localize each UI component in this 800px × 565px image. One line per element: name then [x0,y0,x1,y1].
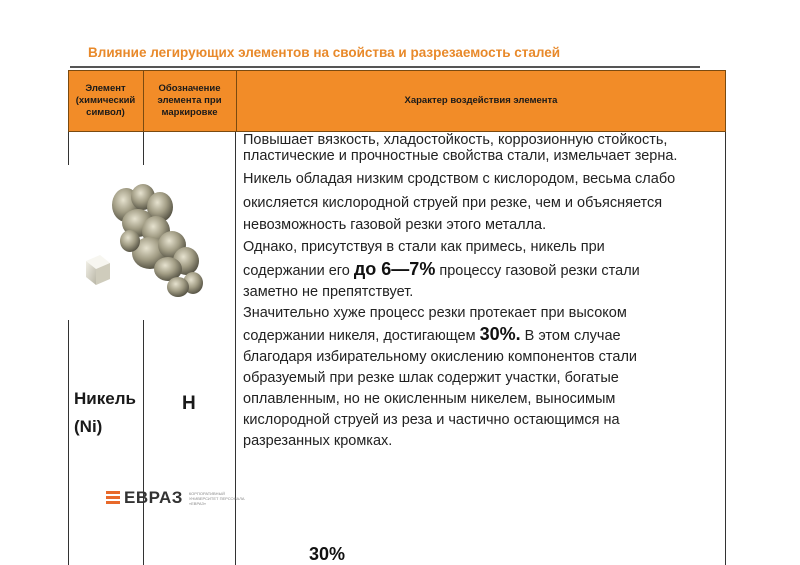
effect-description [243,132,723,449]
title-divider [70,66,700,68]
logo-caption: КОРПОРАТИВНЫЙ УНИВЕРСИТЕТ ПЕРСОНАЛА «ЕВРАЗ» [188,490,245,506]
table-header [68,70,726,132]
paragraph: невозможность газовой резки этого металла. [243,217,547,233]
highlight-value: до 6—7% [353,259,436,279]
paragraph: Значительно хуже процесс резки протекает при высоком [243,305,627,321]
header-designation: Обозначение элемента при маркировке [157,83,222,118]
text-run: содержании его [243,263,354,279]
text-run: В этом случае [520,328,621,344]
column-border-right [725,132,726,565]
logo-brand: ЕВРАЗ [124,488,183,507]
evraz-logo-icon [106,491,120,505]
paragraph: Повышает вязкость, хладостойкость, коррозионную стойкость, пластические и прочностные свойства стали, измельчает зерна. [243,132,678,164]
text-run: процессу газовой резки стали [435,263,640,279]
paragraph: разрезанных кромках. [243,433,393,449]
nickel-photo [68,165,205,320]
header-element: Элемент (химический символ) [75,83,136,118]
evraz-logo [106,488,249,508]
paragraph: окисляется кислородной струей при резке, чем и объясняется [243,195,663,211]
header-effect: Характер воздействия элемента [404,95,558,107]
paragraph: заметно не препятствует. [243,284,414,300]
paragraph: образуемый при резке шлак содержит участки, богатые [243,370,619,386]
paragraph: Никель обладая низким сродством с кислородом, весьма слабо [243,171,676,187]
paragraph: благодаря избирательному окислению компонентов стали [243,349,638,365]
element-name: Никель (Ni) [74,389,136,436]
element-symbol: Н [182,393,196,414]
highlight-value: 30%. [479,324,521,344]
paragraph: кислородной струей из реза и частично остающимся на [243,412,620,428]
text-run: содержании никеля, достигающем [243,328,480,344]
paragraph: оплавленным, но не окисленным никелем, выносимым [243,391,616,407]
slide-title: Влияние легирующих элементов на свойства и разрезаемость сталей [88,45,561,60]
footer-value: 30% [309,544,346,564]
paragraph: Однако, присутствуя в стали как примесь, никель при [243,239,605,255]
paragraph [243,326,723,344]
paragraph [243,261,723,279]
